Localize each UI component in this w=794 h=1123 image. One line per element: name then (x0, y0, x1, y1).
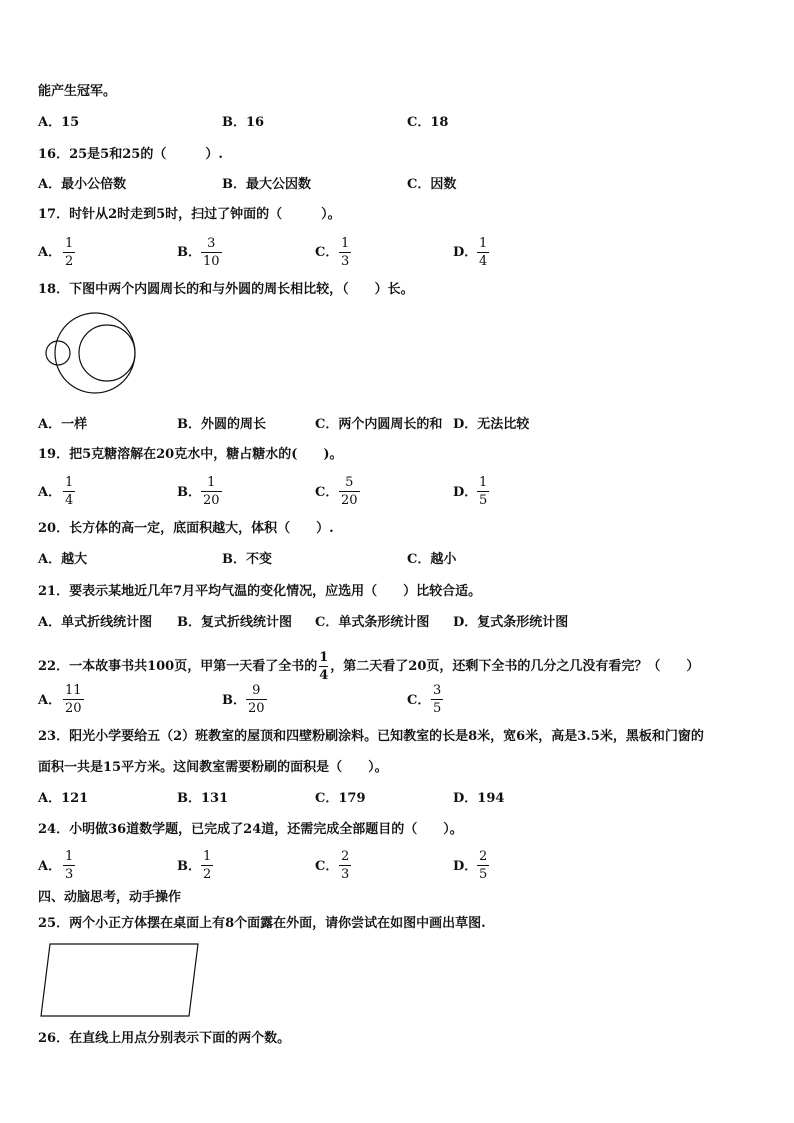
q24-option-d-label[interactable]: D． (453, 859, 478, 874)
q21-option-a[interactable]: A．单式折线统计图 (38, 615, 153, 630)
q17-option-a-label[interactable]: A． (38, 245, 62, 260)
question-25: 25．两个小正方体摆在桌面上有8个面露在外面，请你尝试在如图中画出草图. (38, 916, 486, 931)
q15-option-b[interactable]: B．16 (222, 115, 265, 130)
question-23-line-2: 面积一共是15平方米。这间教室需要粉刷的面积是（ ）。 (38, 760, 388, 775)
q24-option-a-fraction: 1 3 (65, 849, 74, 882)
q22-option-c-label[interactable]: C． (407, 693, 431, 708)
q21-option-c[interactable]: C．单式条形统计图 (315, 615, 430, 630)
question-16: 16．25是5和25的（ ）. (38, 147, 223, 162)
question-22 (38, 650, 699, 683)
q15-option-a[interactable]: A．15 (38, 115, 80, 130)
q24-option-c-label[interactable]: C． (315, 859, 339, 874)
q24-option-b-fraction: 1 2 (203, 849, 212, 882)
question-24: 24．小明做36道数学题，已完成了24道，还需完成全部题目的（ ）。 (38, 822, 463, 837)
q24-option-a-label[interactable]: A． (38, 859, 62, 874)
q23-option-a[interactable]: A．121 (38, 791, 89, 806)
q20-option-c[interactable]: C．越小 (407, 552, 457, 567)
q19-option-b-fraction: 1 20 (203, 475, 220, 508)
question-20: 20．长方体的高一定，底面积越大，体积（ ）. (38, 521, 334, 536)
q18-option-b[interactable]: B．外圆的周长 (177, 417, 266, 432)
q21-option-b[interactable]: B．复式折线统计图 (177, 615, 292, 630)
q22-option-b-fraction: 9 20 (248, 683, 265, 716)
q23-option-d[interactable]: D．194 (453, 791, 505, 806)
q16-option-a[interactable]: A．最小公倍数 (38, 177, 127, 192)
q16-option-c[interactable]: C．因数 (407, 177, 457, 192)
q23-option-c[interactable]: C．179 (315, 791, 366, 806)
q15-option-c[interactable]: C．18 (407, 115, 449, 130)
q20-option-a[interactable]: A．越大 (38, 552, 88, 567)
section-4-heading: 四、动脑思考，动手操作 (38, 890, 182, 905)
q18-option-d[interactable]: D．无法比较 (453, 417, 530, 432)
question-22-fraction: $\frac{1}{4}$ (319, 650, 329, 683)
q24-option-b-label[interactable]: B． (177, 859, 201, 874)
q19-option-c-label[interactable]: C． (315, 485, 339, 500)
question-21: 21．要表示某地近几年7月平均气温的变化情况，应选用（ ）比较合适。 (38, 584, 482, 599)
question-19: 19．把5克糖溶解在20克水中，糖占糖水的( )。 (38, 447, 343, 462)
q17-option-d-fraction: 1 4 (479, 236, 488, 269)
q18-option-c[interactable]: C．两个内圆周长的和 (315, 417, 443, 432)
q20-option-b[interactable]: B．不变 (222, 552, 272, 567)
question-17: 17．时针从2时走到5时，扫过了钟面的（ ）。 (38, 207, 341, 222)
q24-option-d-fraction: 2 5 (479, 849, 488, 882)
q22-option-a-fraction: 11 20 (65, 683, 82, 716)
q19-option-d-label[interactable]: D． (453, 485, 478, 500)
question-23-line-1: 23．阳光小学要给五（2）班教室的屋顶和四壁粉刷涂料。已知教室的长是8米，宽6米，高是3.5米，黑板和门窗的 (38, 729, 704, 744)
q17-option-b-label[interactable]: B． (177, 245, 201, 260)
q17-option-b-fraction: 3 10 (203, 236, 220, 269)
q23-option-b[interactable]: B．131 (177, 791, 229, 806)
question-26: 26．在直线上用点分别表示下面的两个数。 (38, 1031, 291, 1046)
question-22-part-2: ，第二天看了20页，还剩下全书的几分之几没有看完？（ ） (330, 659, 700, 674)
q19-option-c-fraction: 5 20 (341, 475, 358, 508)
q17-option-d-label[interactable]: D． (453, 245, 478, 260)
q19-option-a-fraction: 1 4 (65, 475, 74, 508)
circles-figure (40, 312, 140, 396)
q22-option-b-label[interactable]: B． (222, 693, 246, 708)
q16-option-b[interactable]: B．最大公因数 (222, 177, 311, 192)
q17-option-c-label[interactable]: C． (315, 245, 339, 260)
continued-text: 能产生冠军。 (38, 84, 117, 99)
q22-option-a-label[interactable]: A． (38, 693, 62, 708)
q22-option-c-fraction: 3 5 (433, 683, 442, 716)
q17-option-c-fraction: 1 3 (341, 236, 350, 269)
question-18: 18．下图中两个内圆周长的和与外圆的周长相比较，（ ）长。 (38, 282, 414, 297)
q21-option-d[interactable]: D．复式条形统计图 (453, 615, 569, 630)
parallelogram-figure (38, 942, 202, 1020)
question-22-part-1: 22．一本故事书共100页，甲第一天看了全书的 (38, 659, 318, 674)
q19-option-a-label[interactable]: A． (38, 485, 62, 500)
q24-option-c-fraction: 2 3 (341, 849, 350, 882)
q19-option-b-label[interactable]: B． (177, 485, 201, 500)
q17-option-a-fraction: 1 2 (65, 236, 74, 269)
q18-option-a[interactable]: A．一样 (38, 417, 88, 432)
q19-option-d-fraction: 1 5 (479, 475, 488, 508)
